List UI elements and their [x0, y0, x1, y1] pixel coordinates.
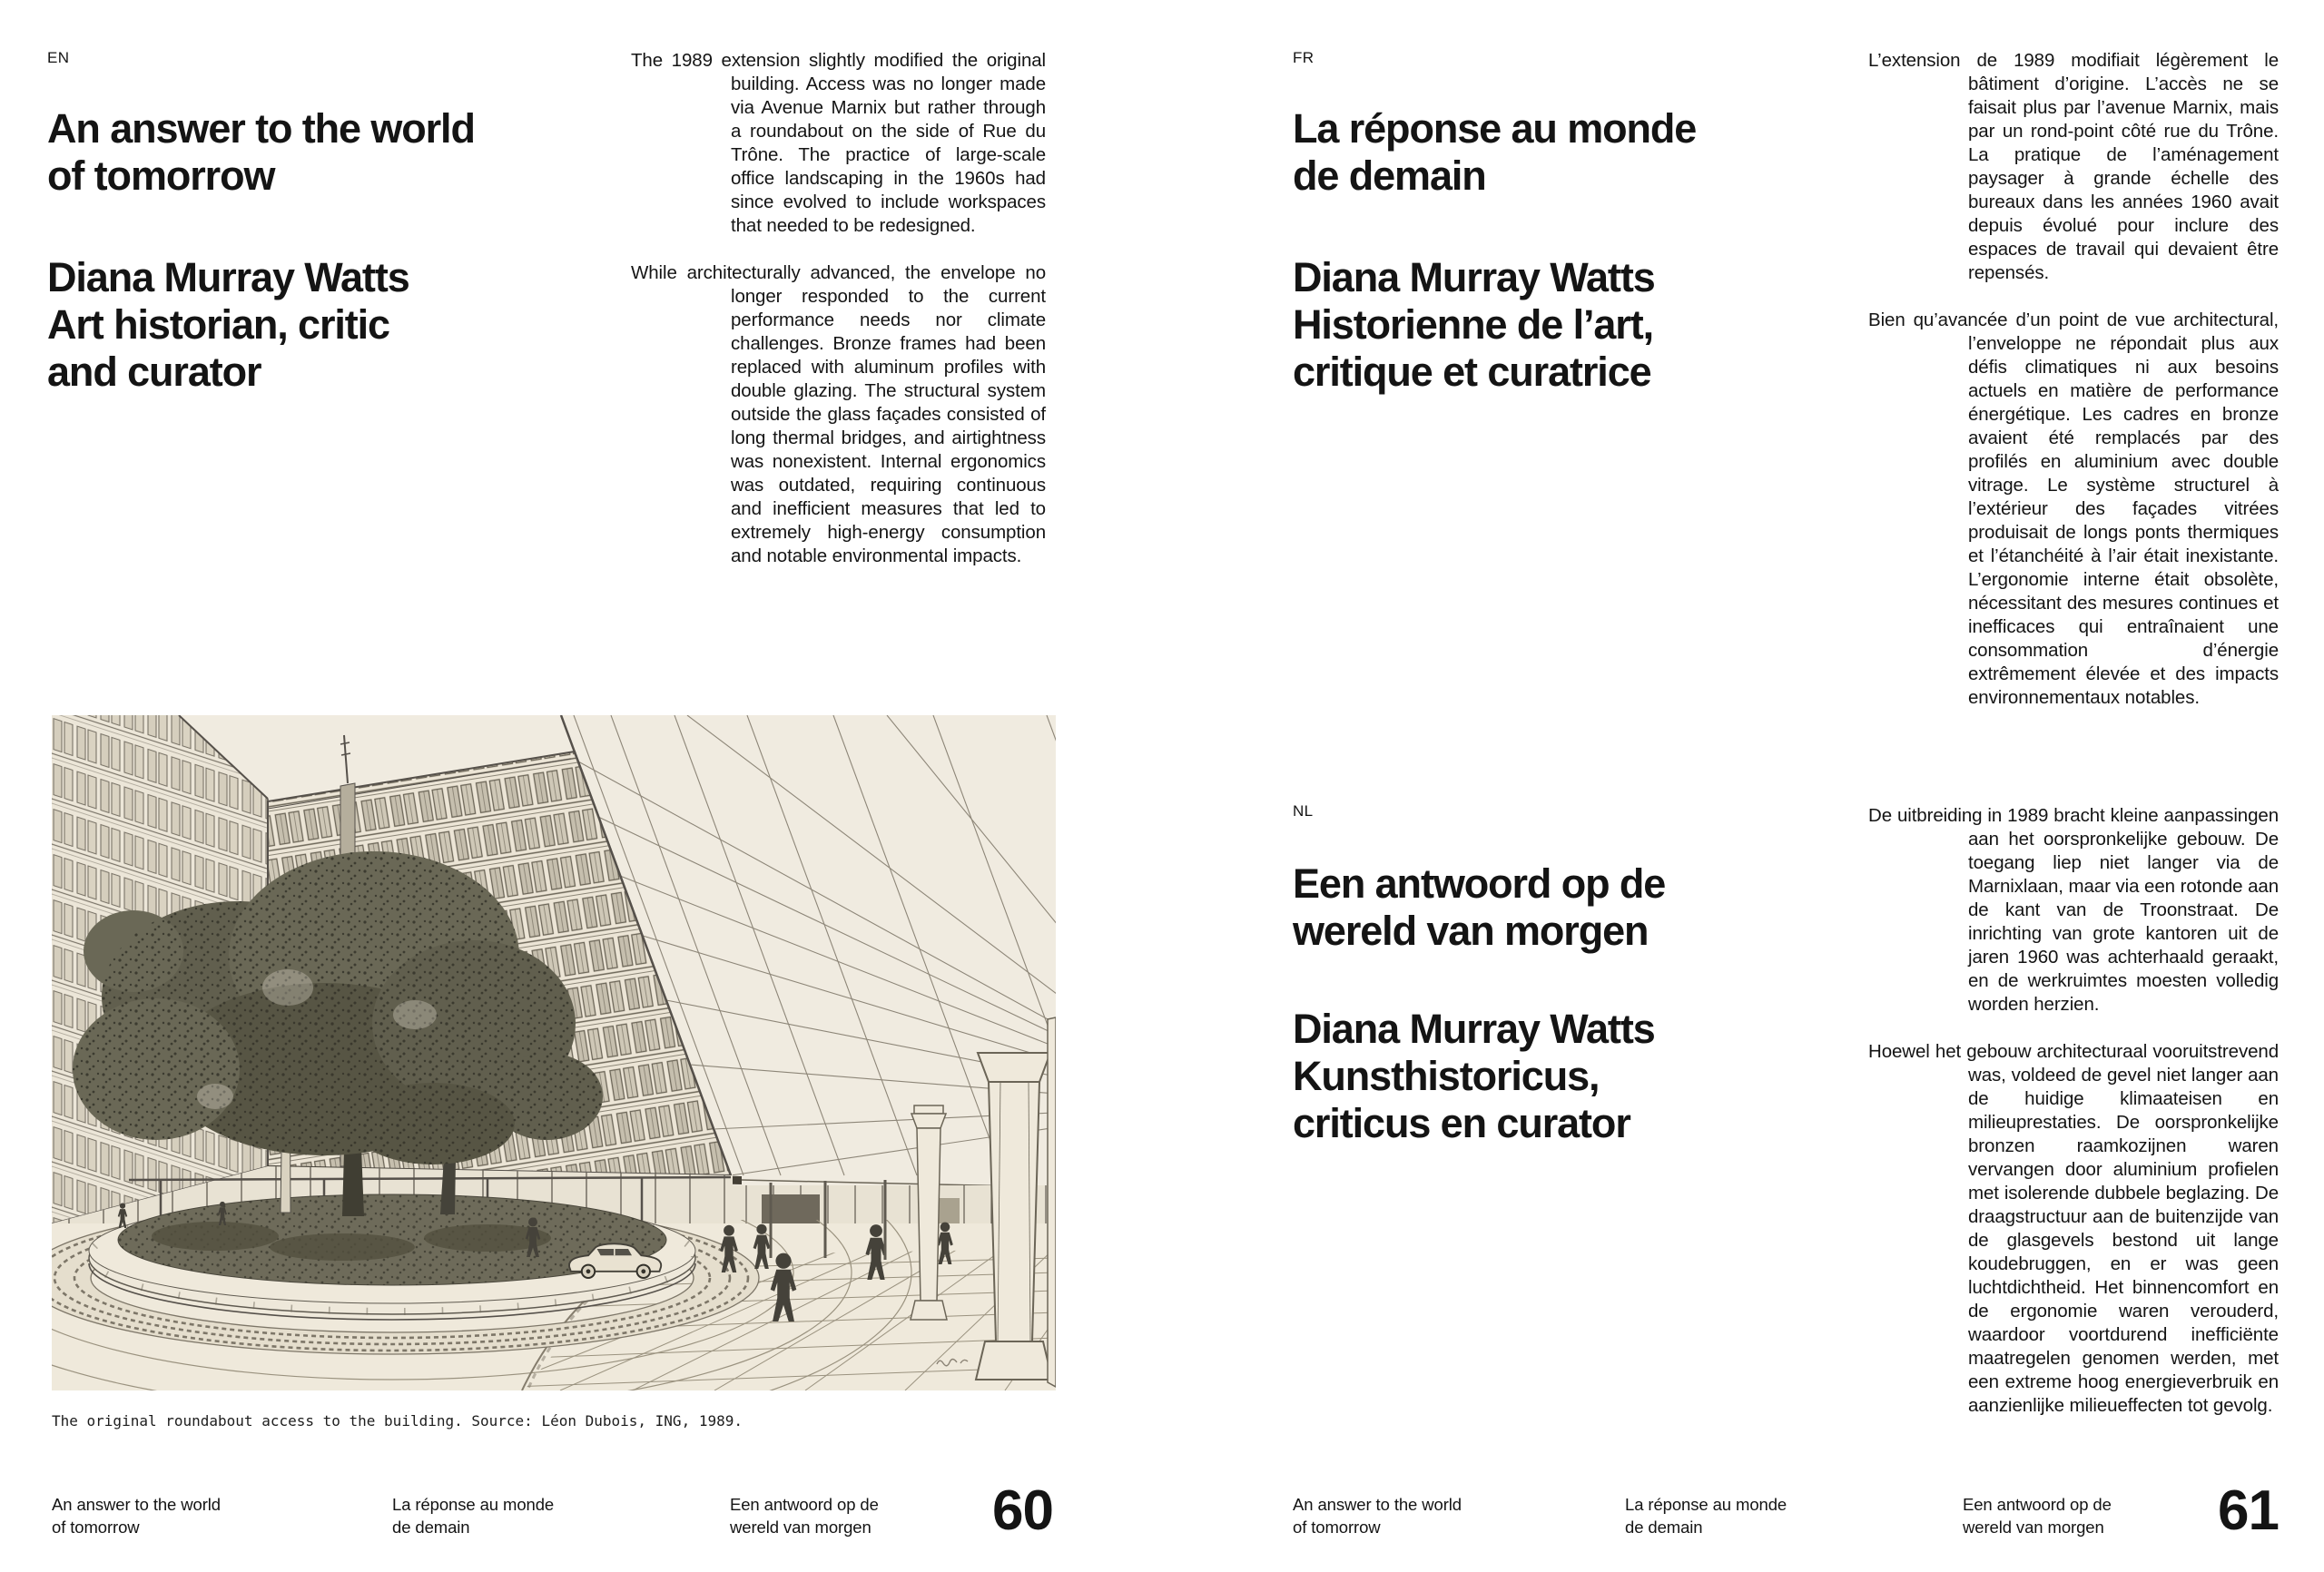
page-number-left: 60: [992, 1479, 1053, 1542]
footer-title-fr: [1625, 1493, 1925, 1538]
footer-line: La réponse au monde: [392, 1495, 555, 1514]
title-nl-line: wereld van morgen: [1293, 908, 1649, 954]
footer-line: Een antwoord op de: [1963, 1495, 2112, 1514]
architectural-illustration: [52, 715, 1056, 1390]
footer-line: wereld van morgen: [730, 1518, 872, 1537]
author-nl-line: criticus en curator: [1293, 1100, 1630, 1146]
author-nl-line: Kunsthistoricus,: [1293, 1053, 1600, 1099]
author-fr: [1293, 254, 1856, 396]
body-paragraph: L’extension de 1989 modifiait légèrement le bâtiment d’origine. L’accès ne se faisait plus par l’avenue Marnix, mais par un rond-point côté rue du Trône. La pratique de l’aménagement paysager à grande échelle des bureaux dans les années 1960 avait depuis évolué pour inclure des espaces de travail qui devaient être repensés.: [1868, 50, 2279, 283]
footer-line: de demain: [1625, 1518, 1703, 1537]
body-column-fr: [1868, 49, 2279, 733]
title-en-line: of tomorrow: [47, 152, 275, 199]
title-en-line: An answer to the world: [47, 105, 475, 152]
illustration-caption: The original roundabout access to the building. Source: Léon Dubois, ING, 1989.: [52, 1412, 743, 1430]
body-column-en: [631, 49, 1046, 592]
author-nl-line: Diana Murray Watts: [1293, 1006, 1655, 1052]
footer-title-en: [52, 1493, 351, 1538]
title-fr-line: de demain: [1293, 152, 1486, 199]
illustration-svg: [52, 715, 1056, 1390]
footer-line: An answer to the world: [52, 1495, 221, 1514]
page-number-right: 61: [2218, 1479, 2279, 1542]
footer-line: de demain: [392, 1518, 470, 1537]
body-paragraph: While architecturally advanced, the envelope no longer responded to the current performance needs nor climate challenges. Bronze frames had been replaced with aluminum profiles with double glazing. The structural system outside the glass façades consisted of long thermal bridges, and airtightness was nonexistent. Internal ergonomics was outdated, requiring continuous and inefficient measures that led to extremely high-energy consumption and notable environmental impacts.: [631, 262, 1046, 566]
footer-line: An answer to the world: [1293, 1495, 1462, 1514]
footer-line: wereld van morgen: [1963, 1518, 2104, 1537]
author-en-line: and curator: [47, 349, 261, 395]
footer-line: Een antwoord op de: [730, 1495, 879, 1514]
language-label-nl: NL: [1293, 802, 1314, 820]
body-paragraph: Hoewel het gebouw architecturaal vooruitstrevend was, voldeed de gevel niet langer aan de huidige klimaateisen en milieuprestaties. De oorspronkelijke bronzen raamkozijnen waren vervangen door aluminium profielen met isolerende dubbele beglazing. De draagstructuur aan de buitenzijde van de glasgevels bestond uit lange koudebruggen, en er was geen luchtdichtheid. Het binnencomfort en de ergonomie waren verouderd, waardoor voortdurend inefficiënte maatregelen genomen werden, met een extreme hoog energieverbruik en aanzienlijke milieueffecten tot gevolg.: [1868, 1041, 2279, 1416]
author-fr-line: Historienne de l’art,: [1293, 301, 1653, 348]
body-paragraph: De uitbreiding in 1989 bracht kleine aanpassingen aan het oorspronkelijke gebouw. De toegang liep niet langer via de Marnixlaan, maar via een rotonde aan de kant van de Troonstraat. De inrichting van grote kantoren uit de jaren 1960 was achterhaald geraakt, en de werkruimtes moesten volledig worden herzien.: [1868, 805, 2279, 1015]
author-en: [47, 254, 610, 396]
body-paragraph: The 1989 extension slightly modified the original building. Access was no longer made via Avenue Marnix but rather through a roundabout on the side of Rue du Trône. The practice of large-scale office landscaping in the 1960s had since evolved to include workspaces that needed to be redesigned.: [631, 50, 1046, 236]
author-nl: [1293, 1006, 1856, 1147]
title-nl: [1293, 860, 1856, 955]
author-fr-line: critique et curatrice: [1293, 349, 1651, 395]
title-en: [47, 105, 610, 200]
footer-line: of tomorrow: [1293, 1518, 1381, 1537]
body-paragraph: Bien qu’avancée d’un point de vue architectural, l’enveloppe ne répondait plus aux défis climatiques ni aux besoins actuels en matière de performance énergétique. Les cadres en bronze avaient été remplacés par des profilés en aluminium avec double vitrage. Le système structurel à l’extérieur des façades vitrées produisait de longs ponts thermiques et l’étanchéité à l’air était inexistante. L’ergonomie interne était obsolète, nécessitant des mesures continues et inefficaces qui entraînaient une consommation d’énergie extrêmement élevée et des impacts environnementaux notables.: [1868, 309, 2279, 708]
footer-line: La réponse au monde: [1625, 1495, 1787, 1514]
footer-title-en: [1293, 1493, 1592, 1538]
title-nl-line: Een antwoord op de: [1293, 860, 1666, 907]
author-en-line: Art historian, critic: [47, 301, 389, 348]
language-label-en: EN: [47, 49, 70, 66]
title-fr-line: La réponse au monde: [1293, 105, 1697, 152]
body-column-nl: [1868, 804, 2279, 1441]
language-label-fr: FR: [1293, 49, 1315, 66]
author-fr-line: Diana Murray Watts: [1293, 254, 1655, 300]
footer-title-fr: [392, 1493, 692, 1538]
footer-line: of tomorrow: [52, 1518, 140, 1537]
author-en-line: Diana Murray Watts: [47, 254, 409, 300]
title-fr: [1293, 105, 1856, 200]
